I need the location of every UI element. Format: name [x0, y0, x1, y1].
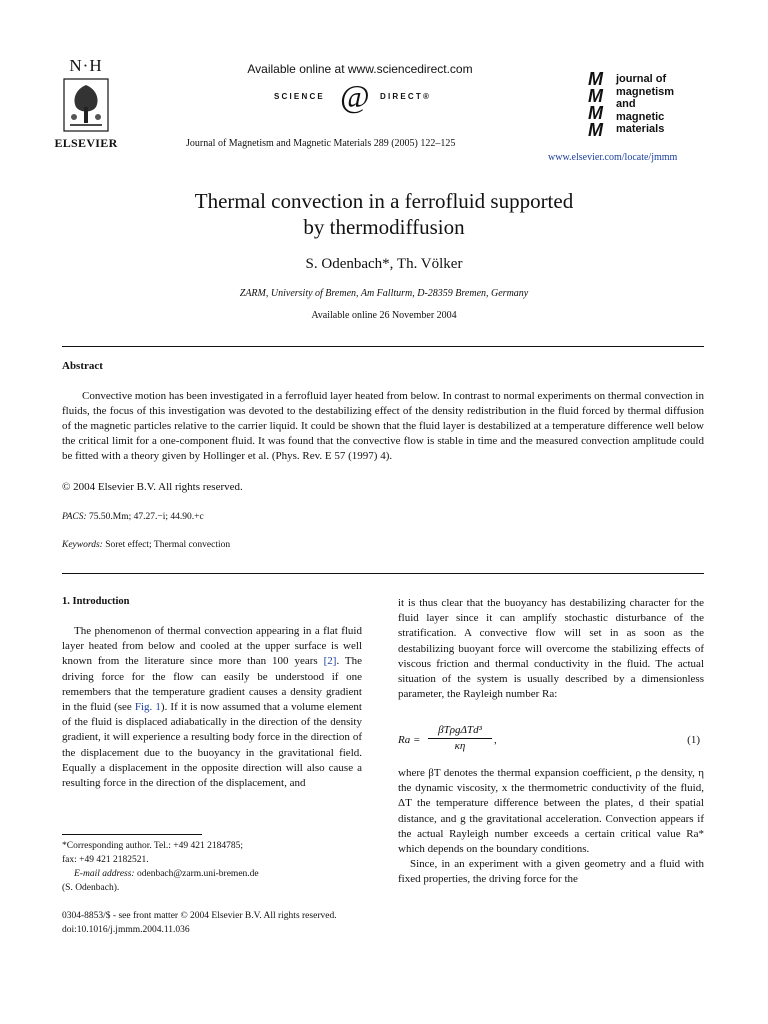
- elsevier-logo: [48, 56, 124, 152]
- journal-citation: Journal of Magnetism and Magnetic Materials 289 (2005) 122–125: [186, 138, 456, 149]
- footnote-corresponding: *Corresponding author. Tel.: +49 421 2184785;: [62, 841, 244, 851]
- available-online-banner[interactable]: Available online at www.sciencedirect.com: [247, 62, 473, 76]
- article-title: Thermal convection in a ferrofluid supported by thermodiffusion: [194, 189, 574, 239]
- intro-right-column-continued: where βT denotes the thermal expansion coefficient, ρ the density, η the dynamic viscosity, x the thermometric conductivity of the fluid, ΔT the temperature difference between the plates, d their spatial distance, and g the gravitational acceleration. Convection appears if the actual Rayleigh number exceeds a certain critical value Ra* which depends on the boundary conditions. Since, in an experiment with a given geometry and a fluid with fixed properties, the driving force for the: [398, 767, 704, 886]
- footnote-fax: fax: +49 421 2182521.: [62, 855, 149, 865]
- m-icon: M: [588, 120, 603, 140]
- abstract-copyright: © 2004 Elsevier B.V. All rights reserved.: [62, 481, 243, 493]
- jmmm-journal-logo: [586, 70, 706, 140]
- jmmm-logo-text: journal of magnetism and magnetic materials: [616, 73, 675, 135]
- divider: [62, 573, 704, 574]
- equation-number: (1): [687, 734, 700, 746]
- sd-right-text: DIRECT®: [380, 92, 432, 101]
- intro-left-column: The phenomenon of thermal convection appearing in a flat fluid layer heated from below and cooled at the upper surface is well known from the literature since more than 100 years [2]. The driving force for the flow can easily be understood if one remembers that the temperature gradient causes a density gradient in the fluid (see Fig. 1). If it is now assumed that a volume element of the fluid is displaced adiabatically in the direction of the density gradient, it will experience a resulting body force in the direction of the displacement due to the buoyancy in the gravitational field. Equally a displacement in the opposite direction will also cause a resulting force in the direction of the displacement, and: [62, 625, 363, 790]
- m-icon: M: [588, 103, 603, 123]
- sd-at-icon: @: [340, 78, 370, 114]
- issn-line: 0304-8853/$ - see front matter © 2004 Elsevier B.V. All rights reserved.: [62, 911, 337, 921]
- pacs-codes: PACS: 75.50.Mm; 47.27.−i; 44.90.+c: [62, 512, 204, 522]
- ref-2-link[interactable]: [2]: [323, 655, 337, 668]
- abstract-heading: Abstract: [62, 360, 103, 372]
- footnote-email: E-mail address: odenbach@zarm.uni-bremen.de: [74, 869, 259, 879]
- publisher-name: ELSEVIER: [54, 136, 118, 150]
- footnote-divider: [62, 834, 202, 835]
- abstract-body: Convective motion has been investigated in a ferrofluid layer heated from below. In contrast to normal experiments on thermal convection in fluids, the focus of this investigation was devoted to the destabilizing effect of the density redistribution in the fluid forced by thermal diffusion of the magnetic particles relative to the carrier liquid. It could be shown that the fluid layer is destabilized at a temperature difference well below the critical limit for a one-component fluid. It was found that the convective flow is stable in time and the measured convection amplitude could be fitted with a theory given by Hollinger et al. (Phys. Rev. E 57 (1997) 4).: [62, 390, 704, 462]
- doi-line[interactable]: doi:10.1016/j.jmmm.2004.11.036: [62, 925, 190, 935]
- sciencedirect-logo[interactable]: [250, 80, 490, 116]
- keywords: Keywords: Soret effect; Thermal convection: [62, 540, 231, 550]
- article-authors[interactable]: S. Odenbach*, Th. Völker: [305, 256, 463, 272]
- elsevier-tree-icon: [62, 77, 110, 133]
- section-heading: 1. Introduction: [62, 596, 130, 607]
- email-link[interactable]: odenbach@zarm.uni-bremen.de: [136, 869, 259, 879]
- equation-1: Ra = βTρgΔTd³ κη , (1): [398, 724, 700, 752]
- divider: [62, 346, 704, 347]
- intro-right-column: it is thus clear that the buoyancy has destabilizing character for the fluid layer since it can amplify stochastic disturbance of the stratification. A convective flow will set in as soon as the destabilizing buoyant force will overcome the stabilizing effects of viscous friction and thermal conductivity in the fluid. The actual situation of the system is usually described by a dimensionless parameter, the Rayleigh number Ra:: [398, 597, 704, 701]
- author-affiliation: ZARM, University of Bremen, Am Fallturm, D-28359 Bremen, Germany: [239, 288, 529, 299]
- m-icon: M: [588, 86, 603, 106]
- fig-1-link[interactable]: Fig. 1: [134, 701, 161, 714]
- publisher-mark: N·H: [69, 56, 103, 75]
- footnote-name: (S. Odenbach).: [62, 883, 120, 893]
- sd-left-text: SCIENCE: [274, 92, 325, 101]
- journal-url-link[interactable]: www.elsevier.com/locate/jmmm: [548, 152, 678, 163]
- m-icon: M: [588, 69, 603, 89]
- available-online-date: Available online 26 November 2004: [311, 310, 457, 321]
